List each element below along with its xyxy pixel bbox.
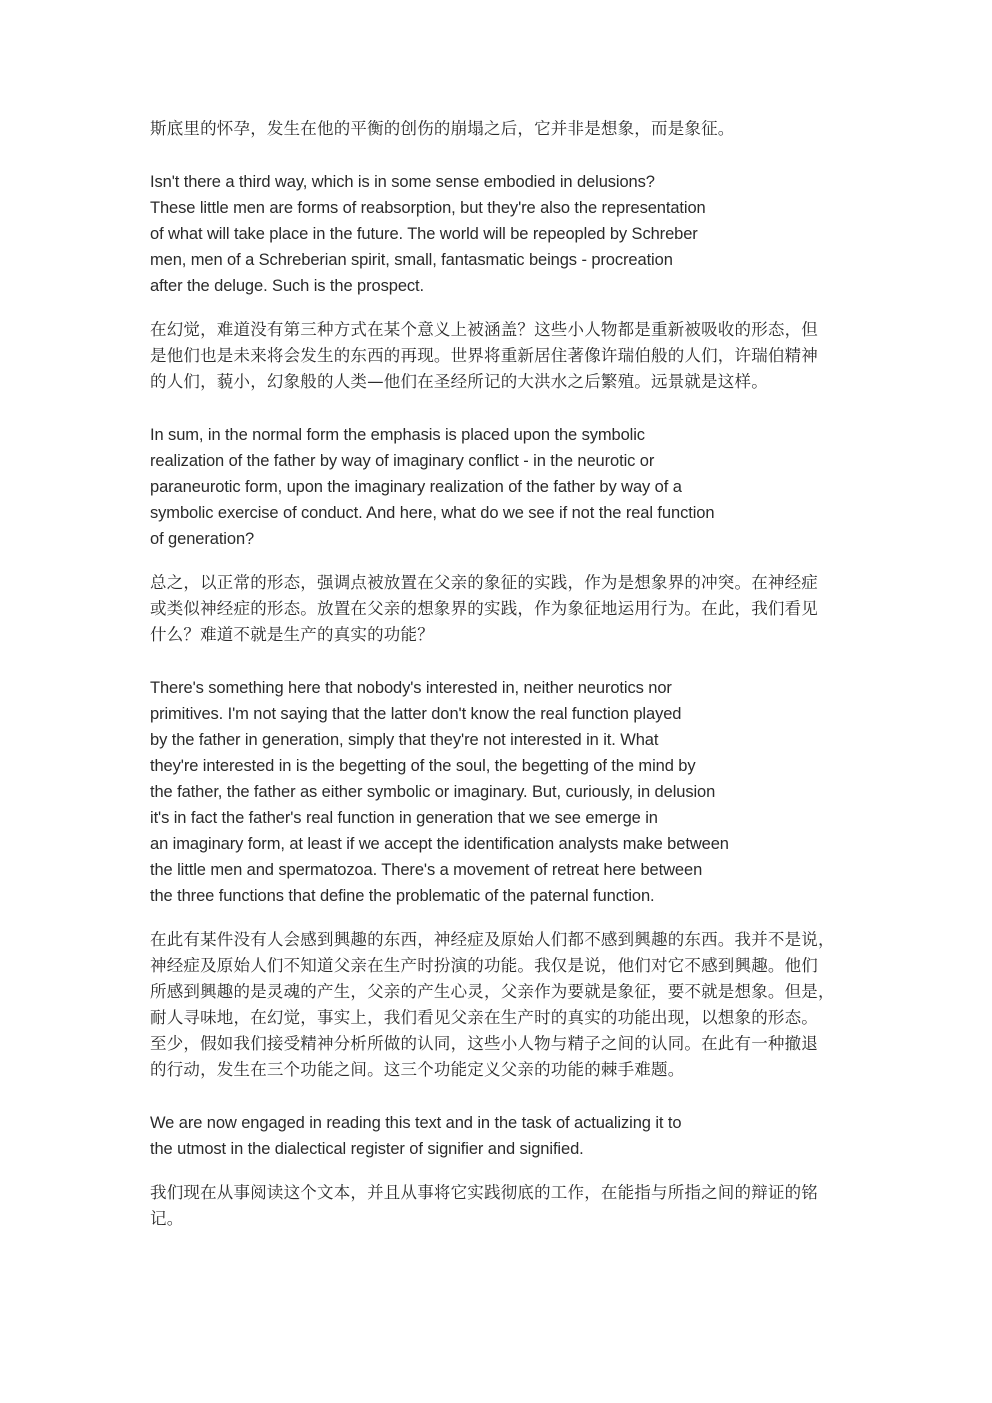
text-line: 的人们，藐小，幻象般的人类—他们在圣经所记的大洪水之后繁殖。远景就是这样。 <box>150 372 768 391</box>
text-line: In sum, in the normal form the emphasis is placed upon the symbolic <box>150 426 645 444</box>
text-line: after the deluge. Such is the prospect. <box>150 277 425 295</box>
text-line: primitives. I'm not saying that the latter don't know the real function played <box>150 705 682 723</box>
text-line: of generation? <box>150 530 255 548</box>
text-line: Isn't there a third way, which is in some sense embodied in delusions? <box>150 173 655 191</box>
paragraph-en-3 <box>150 675 850 909</box>
text-line: 的行动，发生在三个功能之间。这三个功能定义父亲的功能的棘手难题。 <box>150 1060 685 1079</box>
document-page <box>150 116 850 1232</box>
text-line: 总之，以正常的形态，强调点被放置在父亲的象征的实践，作为是想象界的冲突。在神经症 <box>150 573 818 592</box>
text-line: 在此有某件没有人会感到興趣的东西，神经症及原始人们都不感到興趣的东西。我并不是说， <box>150 930 835 949</box>
text-line: We are now engaged in reading this text and in the task of actualizing it to <box>150 1114 682 1132</box>
text-line: they're interested in is the begetting of the soul, the begetting of the mind by <box>150 757 696 775</box>
paragraph-zh-3 <box>150 570 850 648</box>
text-line: realization of the father by way of imaginary conflict - in the neurotic or <box>150 452 655 470</box>
text-line: These little men are forms of reabsorption, but they're also the representation <box>150 199 706 217</box>
text-line: it's in fact the father's real function in generation that we see emerge in <box>150 809 658 827</box>
text-line: 记。 <box>150 1209 184 1228</box>
text-line: 至少，假如我们接受精神分析所做的认同，这些小人物与精子之间的认同。在此有一种撤退 <box>150 1034 818 1053</box>
text-line: the utmost in the dialectical register of signifier and signified. <box>150 1140 584 1158</box>
paragraph-zh-5 <box>150 1180 850 1232</box>
text-line: men, men of a Schreberian spirit, small, fantasmatic beings - procreation <box>150 251 673 269</box>
text-line: symbolic exercise of conduct. And here, what do we see if not the real function <box>150 504 715 522</box>
paragraph-zh-2 <box>150 317 850 395</box>
text-line: There's something here that nobody's interested in, neither neurotics nor <box>150 679 672 697</box>
text-line: 斯底里的怀孕，发生在他的平衡的创伤的崩塌之后，它并非是想象，而是象征。 <box>150 119 735 138</box>
text-line: 是他们也是未来将会发生的东西的再现。世界将重新居住著像许瑞伯般的人们，许瑞伯精神 <box>150 346 818 365</box>
text-line: 耐人寻味地，在幻觉，事实上，我们看见父亲在生产时的真实的功能出现，以想象的形态。 <box>150 1008 818 1027</box>
text-line: 我们现在从事阅读这个文本，并且从事将它实践彻底的工作，在能指与所指之间的辩证的铭 <box>150 1183 818 1202</box>
paragraph-en-2 <box>150 422 850 552</box>
text-line: 什么？难道不就是生产的真实的功能？ <box>150 625 434 644</box>
text-line: paraneurotic form, upon the imaginary realization of the father by way of a <box>150 478 682 496</box>
text-line: 所感到興趣的是灵魂的产生，父亲的产生心灵，父亲作为要就是象征，要不就是想象。但是， <box>150 982 835 1001</box>
text-line: the father, the father as either symbolic or imaginary. But, curiously, in delusion <box>150 783 716 801</box>
paragraph-en-1 <box>150 169 850 299</box>
text-line: of what will take place in the future. The world will be repeopled by Schreber <box>150 225 698 243</box>
paragraph-zh-4 <box>150 927 850 1083</box>
text-line: the three functions that define the problematic of the paternal function. <box>150 887 655 905</box>
text-line: 在幻觉，难道没有第三种方式在某个意义上被涵盖？这些小人物都是重新被吸收的形态，但 <box>150 320 818 339</box>
paragraph-zh-1 <box>150 116 850 142</box>
text-line: by the father in generation, simply that they're not interested in it. What <box>150 731 659 749</box>
text-line: an imaginary form, at least if we accept the identification analysts make between <box>150 835 729 853</box>
paragraph-en-4 <box>150 1110 850 1162</box>
text-line: 或类似神经症的形态。放置在父亲的想象界的实践，作为象征地运用行为。在此，我们看见 <box>150 599 818 618</box>
text-line: 神经症及原始人们不知道父亲在生产时扮演的功能。我仅是说，他们对它不感到興趣。他们 <box>150 956 818 975</box>
text-line: the little men and spermatozoa. There's a movement of retreat here between <box>150 861 703 879</box>
